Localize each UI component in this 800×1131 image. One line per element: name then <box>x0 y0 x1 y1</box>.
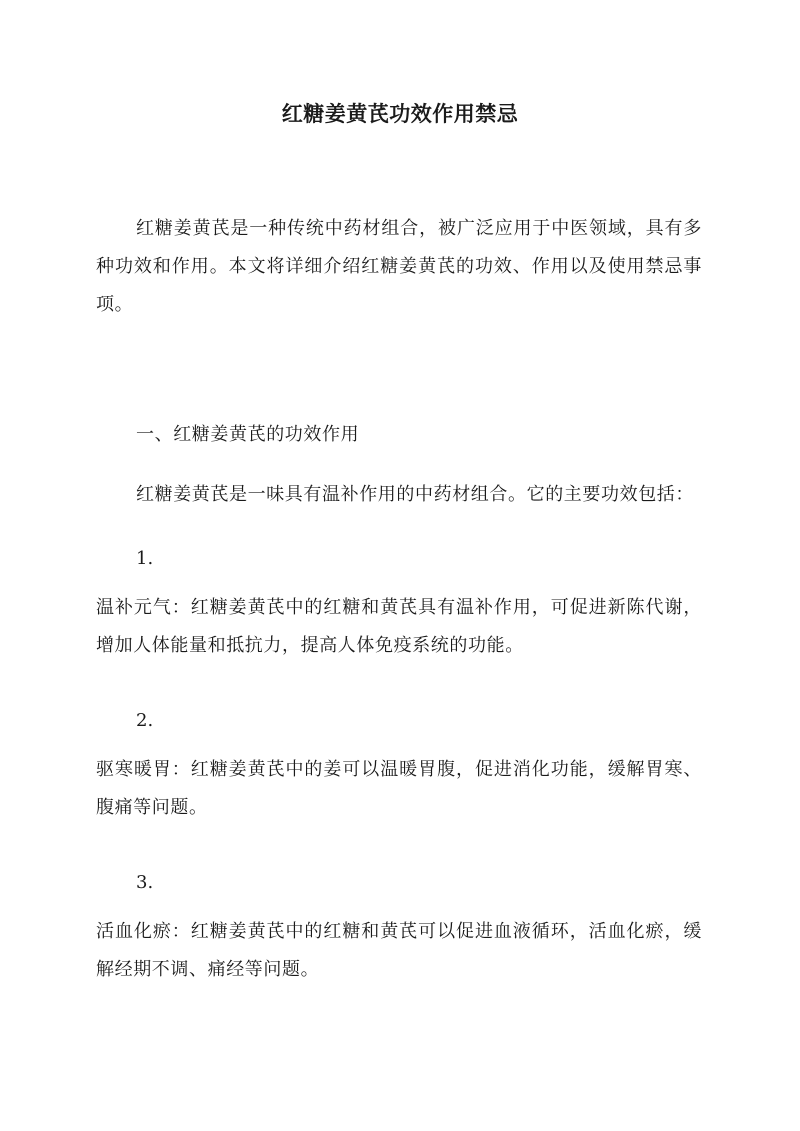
intro-paragraph: 红糖姜黄芪是一种传统中药材组合，被广泛应用于中医领域，具有多种功效和作用。本文将详细介绍红糖姜黄芪的功效、作用以及使用禁忌事项。 <box>96 218 702 315</box>
list-item-number: 2. <box>136 710 154 731</box>
document-title: 红糖姜黄芪功效作用禁忌 <box>281 101 519 126</box>
section-heading: 一、红糖姜黄芪的功效作用 <box>136 424 360 445</box>
list-item-number: 1. <box>136 548 154 569</box>
list-item-text: 活血化瘀：红糖姜黄芪中的红糖和黄芪可以促进血液循环，活血化瘀，缓解经期不调、痛经等问题。 <box>96 921 702 980</box>
list-item-text: 温补元气：红糖姜黄芪中的红糖和黄芪具有温补作用，可促进新陈代谢，增加人体能量和抵抗力，提高人体免疫系统的功能。 <box>96 597 702 656</box>
list-item-number: 3. <box>136 872 154 893</box>
section-lead-paragraph: 红糖姜黄芪是一味具有温补作用的中药材组合。它的主要功效包括： <box>136 484 694 505</box>
list-item-text: 驱寒暖胃：红糖姜黄芪中的姜可以温暖胃腹，促进消化功能，缓解胃寒、腹痛等问题。 <box>96 759 702 818</box>
